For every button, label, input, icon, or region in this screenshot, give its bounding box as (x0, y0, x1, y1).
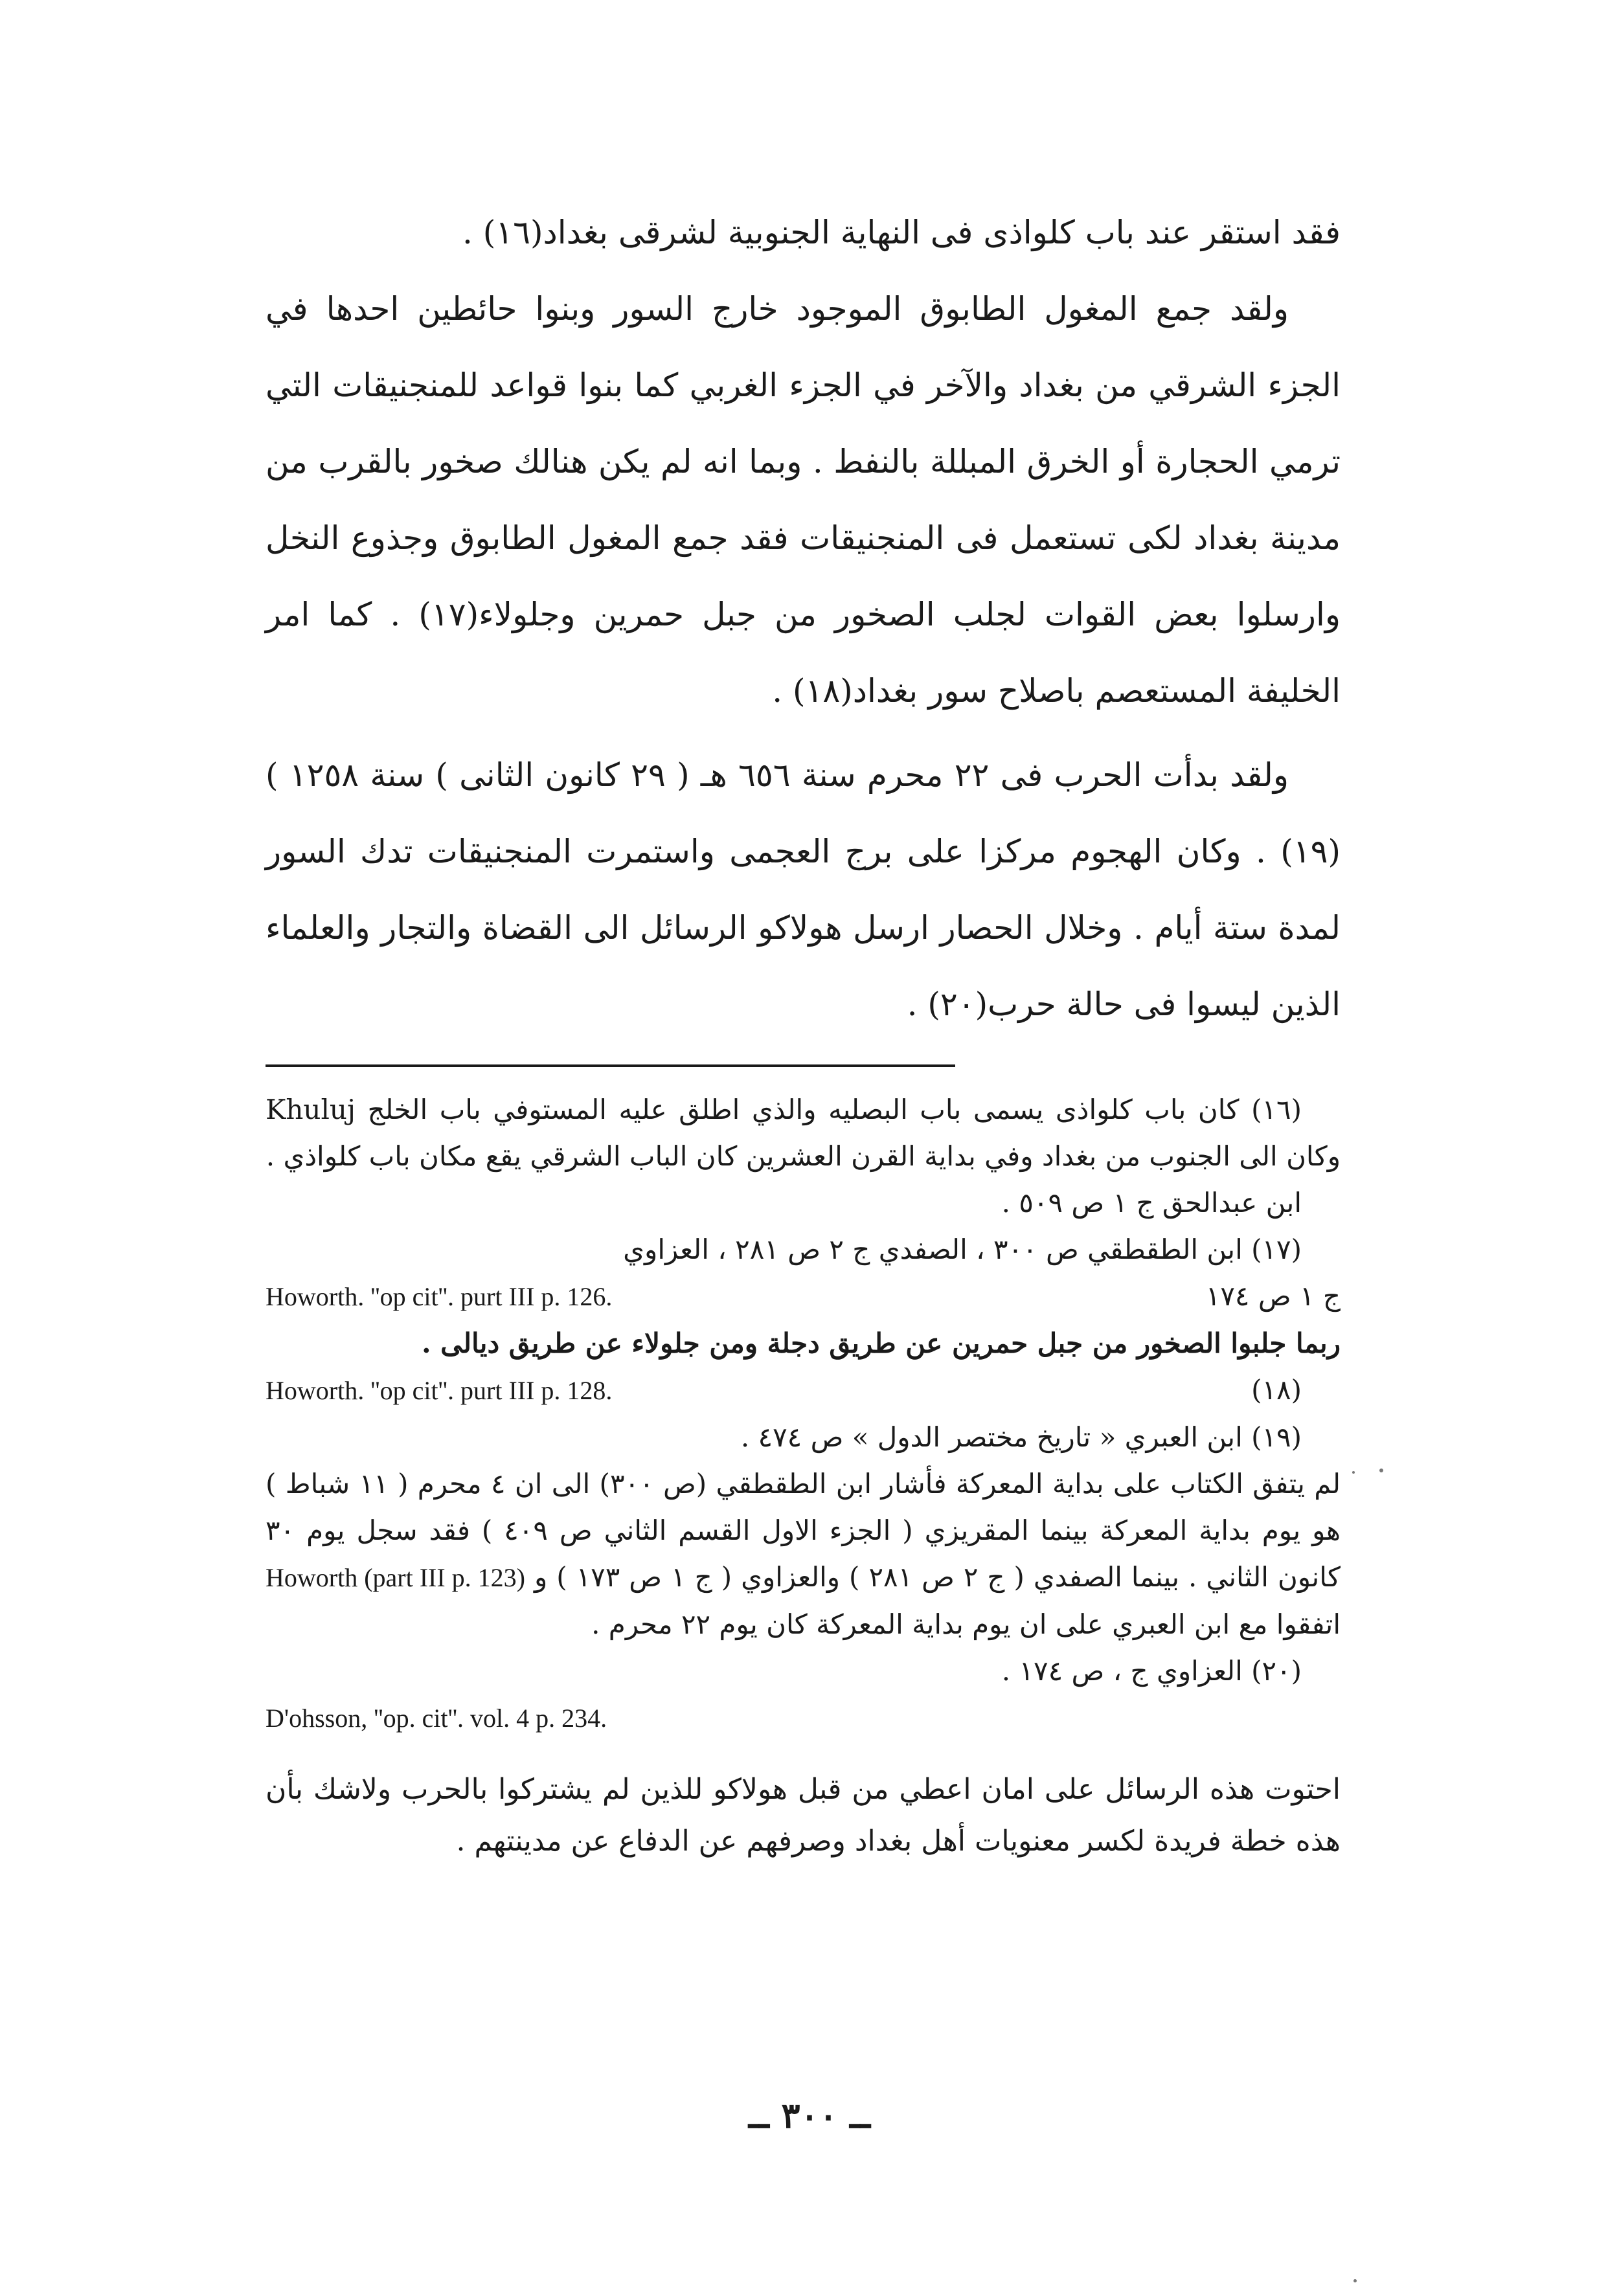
footnote-17-ref-arabic: ج ١ ص ١٧٤ (1205, 1280, 1341, 1312)
footnote-divider (266, 1064, 955, 1067)
footnote-19: (١٩) ابن العبري « تاريخ مختصر الدول » ص ٤٧٤ . (740, 1421, 1302, 1453)
footnote-19-note-text-2: اتفقوا مع ابن العبري على ان يوم بداية المعركة كان يوم ٢٢ محرم . (591, 1608, 1341, 1640)
footnote-18 (266, 1367, 1341, 1414)
scan-speck (1352, 1471, 1355, 1474)
footnote-19-note-text-1: لم يتفق الكتاب على بداية المعركة فأشار ابن الطقطقي (ص ٣٠٠) الى ان ٤ محرم ( ١١ شباط ) هو يوم بداية المعركة بينما المقريزي ( الجزء الاول القسم الثاني ص ٤٠٩ ) فقد سجل يوم ٣٠ كانون الثاني . بينما الصفدي ( ج ٢ ص ٢٨١ ) والعزاوي ( ج ١ ص ١٧٣ ) و (266, 1468, 1341, 1593)
body-paragraph-3: ولقد بدأت الحرب فى ٢٢ محرم سنة ٦٥٦ هـ ( ٢٩ كانون الثانى ) سنة ١٢٥٨ )(١٩) . وكان الهجوم مركزا على برج العجمى واستمرت المنجنيقات تدك السور لمدة ستة أيام . وخلال الحصار ارسل هولاكو الرسائل الى القضاة والتجار والعلماء الذين ليسوا فى حالة حرب(٢٠) . (266, 756, 1341, 1023)
footnote-17-references (266, 1273, 1341, 1320)
scan-speck (1379, 1469, 1383, 1472)
footnote-16-source: ابن عبدالحق ج ١ ص ٥٠٩ . (1001, 1187, 1302, 1219)
footnote-17-note: ربما جلبوا الصخور من جبل حمرين عن طريق دجلة ومن جلولاء عن طريق ديالى . (421, 1327, 1341, 1359)
footnote-17: (١٧) ابن الطقطقي ص ٣٠٠ ، الصفدي ج ٢ ص ٢٨١ ، العزاوي (623, 1233, 1302, 1265)
footnote-16: (١٦) كان باب كلواذى يسمى باب البصليه والذي اطلق عليه المستوفي باب الخلج Khuluj وكان الى الجنوب من بغداد وفي بداية القرن العشرين كان الباب الشرقي يقع مكان باب كلواذي . (266, 1094, 1341, 1172)
footnote-19-note-part-1 (266, 1461, 1341, 1648)
page-number: ــ ٣٠٠ ــ (749, 2095, 870, 2136)
footnote-19-note-english: Howorth (part III p. 123) (266, 1563, 525, 1592)
footnote-18-number: (١٨) (1251, 1374, 1302, 1406)
footnote-17-ref-english: Howorth. ''op cit''. purt III p. 126. (266, 1282, 613, 1311)
body-paragraph-2: ولقد جمع المغول الطابوق الموجود خارج السور وبنوا حائطين احدها في الجزء الشرقي من بغداد والآخر في الجزء الغربي كما بنوا قواعد للمنجنيقات التي ترمي الحجارة أو الخرق المبللة بالنفط . وبما انه لم يكن هنالك صخور بالقرب من مدينة بغداد لكى تستعمل فى المنجنيقات فقد جمع المغول الطابوق وجذوع النخل وارسلوا بعض القوات لجلب الصخور من جبل حمرين وجلولاء(١٧) . كما امر الخليفة المستعصم باصلاح سور بغداد(١٨) . (266, 290, 1341, 710)
body-paragraph-1: فقد استقر عند باب كلواذى فى النهاية الجنوبية لشرقى بغداد(١٦) . (462, 214, 1341, 251)
footnotes (266, 1086, 1341, 1867)
footnote-20-ref-english: D'ohsson, ''op. cit''. vol. 4 p. 234. (266, 1704, 607, 1733)
scan-speck (1353, 2279, 1357, 2282)
footnote-18-ref-english: Howorth. ''op cit''. purt III p. 128. (266, 1376, 613, 1405)
footnote-20-ref (266, 1694, 1341, 1742)
page-body (266, 194, 1341, 1867)
footnote-20-note: احتوت هذه الرسائل على امان اعطي من قبل هولاكو للذين لم يشتركوا بالحرب ولاشك بأن هذه خطة فريدة لكسر معنويات أهل بغداد وصرفهم عن الدفاع عن مدينتهم . (266, 1773, 1341, 1858)
footnote-20: (٢٠) العزاوي ج ، ص ١٧٤ . (1001, 1655, 1302, 1687)
